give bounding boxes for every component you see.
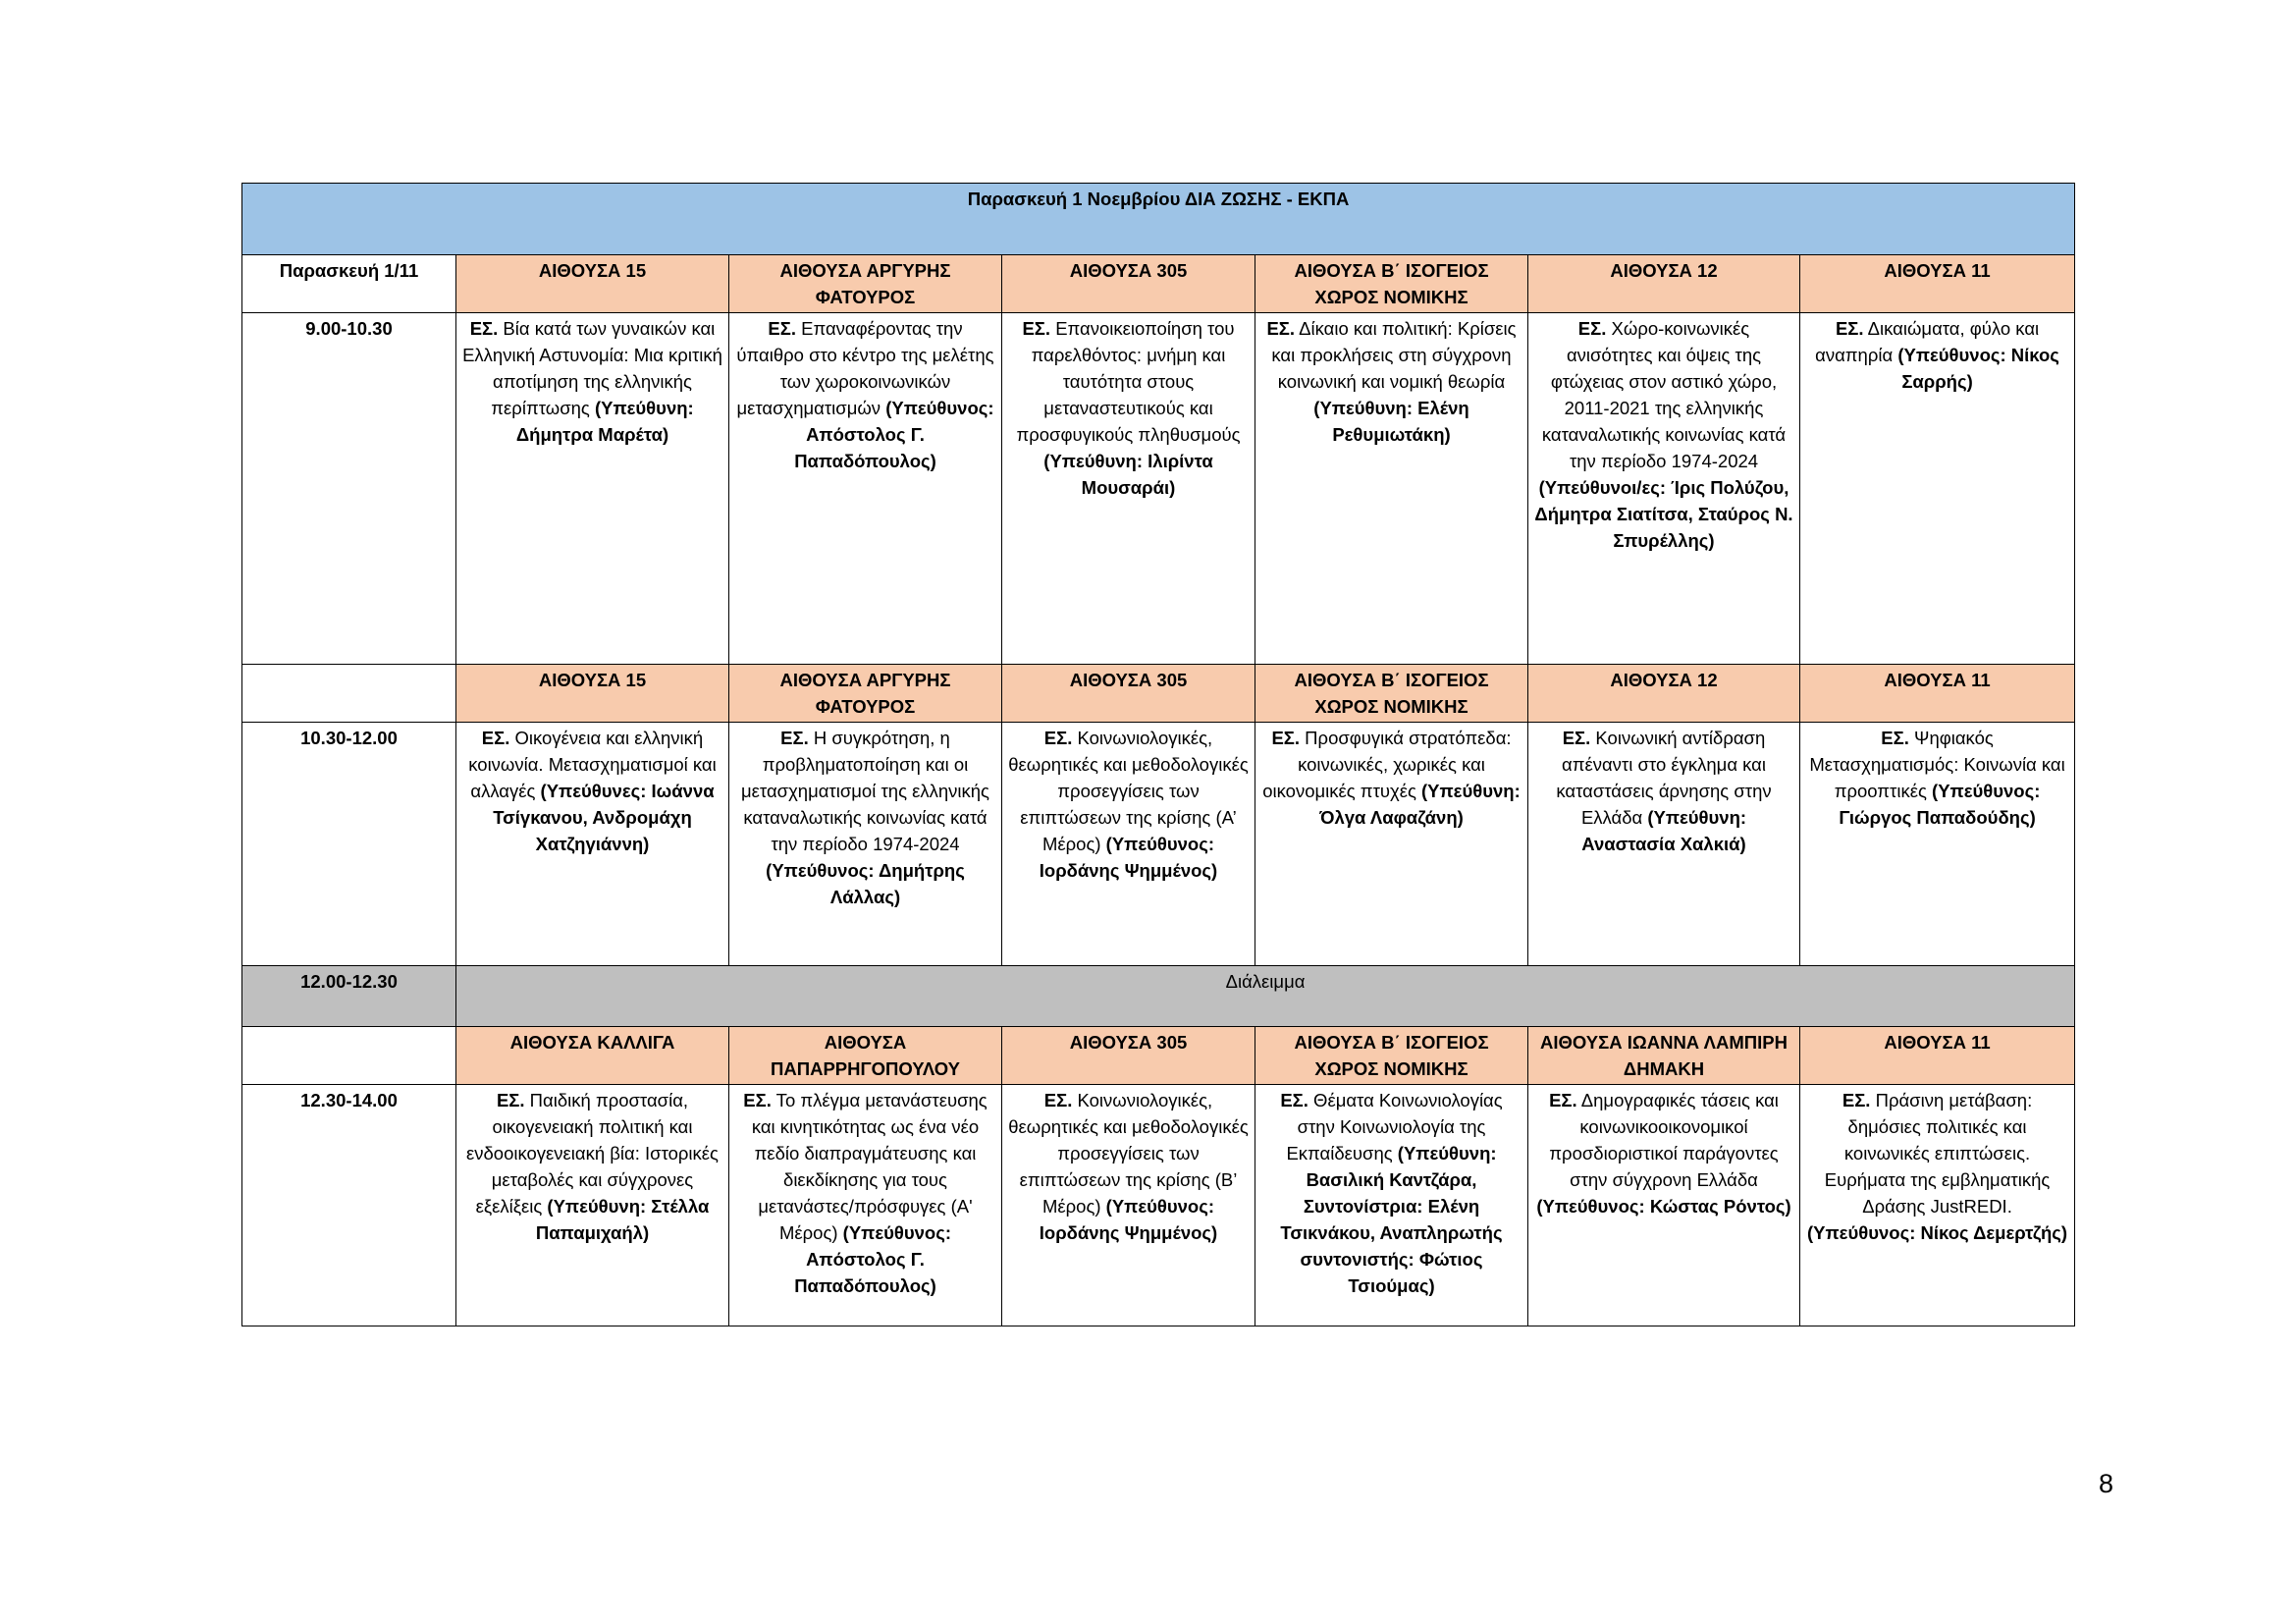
session-cell <box>1002 313 1255 665</box>
session-cell <box>1528 313 1800 665</box>
session-prefix: ΕΣ. <box>496 1090 525 1110</box>
session-prefix: ΕΣ. <box>1562 728 1591 748</box>
session-cell <box>1528 1085 1800 1326</box>
session-responsible: (Υπεύθυνος: Ιορδάνης Ψημμένος) <box>1039 1196 1218 1243</box>
room-header: ΑΙΘΟΥΣΑ ΠΑΠΑΡΡΗΓΟΠΟΥΛΟΥ <box>729 1027 1002 1085</box>
session-prefix: ΕΣ. <box>469 318 499 339</box>
session-title: Το πλέγμα μετανάστευσης και κινητικότητας ως ένα νέο πεδίο διαπραγμάτευσης και διεκδίκησης για τους μετανάστες/πρόσφυγες (Α' Μέρος) <box>751 1090 988 1243</box>
session-title: Βία κατά των γυναικών και Ελληνική Αστυνομία: Μια κριτική αποτίμηση της ελληνικής περίπτωσης <box>462 318 722 418</box>
session-title: Προσφυγικά στρατόπεδα: κοινωνικές, χωρικές και οικονομικές πτυχές <box>1262 728 1512 801</box>
break-time: 12.00-12.30 <box>242 966 456 1027</box>
session-cell <box>1255 313 1528 665</box>
session-cell <box>1255 1085 1528 1326</box>
session-cell <box>1002 1085 1255 1326</box>
room-header: ΑΙΘΟΥΣΑ 11 <box>1800 665 2075 723</box>
session-title: Χώρο-κοινωνικές ανισότητες και όψεις της φτώχειας στον αστικό χώρο, 2011-2021 της ελληνικής καταναλωτικής κοινωνίας κατά την περίοδο 1974-2024 <box>1541 318 1787 471</box>
session-responsible: (Υπεύθυνος: Απόστολος Γ. Παπαδόπουλος) <box>794 398 994 471</box>
room-header: ΑΙΘΟΥΣΑ 15 <box>456 255 729 313</box>
schedule-table <box>241 183 2075 1326</box>
session-responsible: (Υπεύθυνη: Στέλλα Παπαμιχαήλ) <box>535 1196 710 1243</box>
session-cell <box>456 313 729 665</box>
session-title: Θέματα Κοινωνιολογίας στην Κοινωνιολογία της Εκπαίδευσης <box>1286 1090 1503 1164</box>
session-cell <box>1528 723 1800 966</box>
session-prefix: ΕΣ. <box>1577 318 1607 339</box>
session-title: Πράσινη μετάβαση: δημόσιες πολιτικές και κοινωνικές επιπτώσεις. Ευρήματα της εμβληματικής Δράσης JustREDI. <box>1824 1090 2051 1217</box>
room-header: ΑΙΘΟΥΣΑ Β΄ ΙΣΟΓΕΙΟΣ ΧΩΡΟΣ ΝΟΜΙΚΗΣ <box>1255 1027 1528 1085</box>
session-prefix: ΕΣ. <box>1022 318 1051 339</box>
session-responsible: (Υπεύθυνες: Ιωάννα Τσίγκανου, Ανδρομάχη Χατζηγιάννη) <box>493 781 715 854</box>
session-responsible: (Υπεύθυνοι/ες: Ίρις Πολύζου, Δήμητρα Σιατίτσα, Σταύρος Ν. Σπυρέλλης) <box>1534 477 1793 551</box>
session-cell <box>456 1085 729 1326</box>
room-header: ΑΙΘΟΥΣΑ 12 <box>1528 255 1800 313</box>
session-title: Δίκαιο και πολιτική: Κρίσεις και προκλήσεις στη σύγχρονη κοινωνική και νομική θεωρία <box>1271 318 1517 392</box>
session-title: Ψηφιακός Μετασχηματισμός: Κοινωνία και προοπτικές <box>1809 728 2065 801</box>
session-cell <box>456 723 729 966</box>
page-number: 8 <box>2099 1469 2114 1498</box>
session-prefix: ΕΣ. <box>1280 1090 1308 1110</box>
room-header: ΑΙΘΟΥΣΑ 12 <box>1528 665 1800 723</box>
session-responsible: (Υπεύθυνος: Νίκος Δεμερτζής) <box>1807 1222 2068 1243</box>
session-cell <box>729 1085 1002 1326</box>
time-slot: 10.30-12.00 <box>242 723 456 966</box>
session-responsible: (Υπεύθυνη: Ελένη Ρεθυμιωτάκη) <box>1313 398 1469 445</box>
time-slot: 12.30-14.00 <box>242 1085 456 1326</box>
session-responsible: (Υπεύθυνος: Απόστολος Γ. Παπαδόπουλος) <box>794 1222 952 1296</box>
session-title: Δικαιώματα, φύλο και αναπηρία <box>1815 318 2040 365</box>
session-prefix: ΕΣ. <box>780 728 809 748</box>
session-prefix: ΕΣ. <box>1266 318 1296 339</box>
session-title: Κοινωνιολογικές, θεωρητικές και μεθοδολογικές προσεγγίσεις των επιπτώσεων της κρίσης (Α’ Μέρος) <box>1008 728 1249 854</box>
session-responsible: (Υπεύθυνη: Αναστασία Χαλκιά) <box>1581 807 1747 854</box>
room-header: ΑΙΘΟΥΣΑ ΚΑΛΛΙΓΑ <box>456 1027 729 1085</box>
session-prefix: ΕΣ. <box>1043 1090 1073 1110</box>
session-prefix: ΕΣ. <box>768 318 796 339</box>
session-cell <box>1255 723 1528 966</box>
session-prefix: ΕΣ. <box>1549 1090 1577 1110</box>
room-header: ΑΙΘΟΥΣΑ ΑΡΓΥΡΗΣ ΦΑΤΟΥΡΟΣ <box>729 665 1002 723</box>
session-responsible: (Υπεύθυνη: Βασιλική Καντζάρα, Συντονίστρια: Ελένη Τσικνάκου, Αναπληρωτής συντονιστής: Φώτιος Τσιούμας) <box>1280 1143 1503 1296</box>
session-cell <box>1800 723 2075 966</box>
session-responsible: (Υπεύθυνη: Όλγα Λαφαζάνη) <box>1319 781 1521 828</box>
time-slot: 9.00-10.30 <box>242 313 456 665</box>
session-cell <box>1800 1085 2075 1326</box>
session-title: Επαναφέροντας την ύπαιθρο στο κέντρο της μελέτης των χωροκοινωνικών μετασχηματισμών <box>736 318 994 418</box>
session-cell <box>729 723 1002 966</box>
day-label: Παρασκευή 1/11 <box>242 255 456 313</box>
session-title: Επανοικειοποίηση του παρελθόντος: μνήμη και ταυτότητα στους μεταναστευτικούς και προσφυγικούς πληθυσμούς <box>1016 318 1241 445</box>
empty-cell <box>242 665 456 723</box>
session-title: Κοινωνική αντίδραση απέναντι στο έγκλημα και καταστάσεις άρνησης στην Ελλάδα <box>1556 728 1772 828</box>
session-prefix: ΕΣ. <box>1271 728 1301 748</box>
session-title: Οικογένεια και ελληνική κοινωνία. Μετασχηματισμοί και αλλαγές <box>468 728 717 801</box>
session-prefix: ΕΣ. <box>743 1090 772 1110</box>
room-header: ΑΙΘΟΥΣΑ 15 <box>456 665 729 723</box>
room-header: ΑΙΘΟΥΣΑ 305 <box>1002 1027 1255 1085</box>
room-header: ΑΙΘΟΥΣΑ Β΄ ΙΣΟΓΕΙΟΣ ΧΩΡΟΣ ΝΟΜΙΚΗΣ <box>1255 665 1528 723</box>
session-responsible: (Υπεύθυνος: Κώστας Ρόντος) <box>1536 1196 1791 1217</box>
session-cell <box>729 313 1002 665</box>
page-title: Παρασκευή 1 Νοεμβρίου ΔΙΑ ΖΩΣΗΣ - ΕΚΠΑ <box>242 184 2075 255</box>
session-responsible: (Υπεύθυνος: Δημήτρης Λάλλας) <box>766 860 965 907</box>
break-label: Διάλειμμα <box>456 966 2075 1027</box>
room-header: ΑΙΘΟΥΣΑ 305 <box>1002 665 1255 723</box>
session-title: Παιδική προστασία, οικογενειακή πολιτική και ενδοοικογενειακή βία: Ιστορικές μεταβολές και σύγχρονες εξελίξεις <box>466 1090 719 1217</box>
session-prefix: ΕΣ. <box>1835 318 1864 339</box>
session-title: Η συγκρότηση, η προβληματοποίηση και οι μετασχηματισμοί της ελληνικής καταναλωτικής κοινωνίας κατά την περίοδο 1974-2024 <box>741 728 989 854</box>
session-responsible: (Υπεύθυνος: Ιορδάνης Ψημμένος) <box>1039 834 1218 881</box>
room-header: ΑΙΘΟΥΣΑ 11 <box>1800 255 2075 313</box>
session-prefix: ΕΣ. <box>1842 1090 1871 1110</box>
session-title: Δημογραφικές τάσεις και κοινωνικοοικονομικοί προσδιοριστικοί παράγοντες στην σύγχρονη Ελλάδα <box>1549 1090 1779 1190</box>
session-responsible: (Υπεύθυνος: Νίκος Σαρρής) <box>1897 345 2059 392</box>
room-header: ΑΙΘΟΥΣΑ ΙΩΑΝΝΑ ΛΑΜΠΙΡΗ ΔΗΜΑΚΗ <box>1528 1027 1800 1085</box>
session-prefix: ΕΣ. <box>481 728 510 748</box>
session-title: Κοινωνιολογικές, θεωρητικές και μεθοδολογικές προσεγγίσεις των επιπτώσεων της κρίσης (Β’ Μέρος) <box>1008 1090 1249 1217</box>
session-responsible: (Υπεύθυνη: Δήμητρα Μαρέτα) <box>515 398 694 445</box>
room-header: ΑΙΘΟΥΣΑ Β΄ ΙΣΟΓΕΙΟΣ ΧΩΡΟΣ ΝΟΜΙΚΗΣ <box>1255 255 1528 313</box>
session-responsible: (Υπεύθυνη: Ιλιρίντα Μουσαράι) <box>1043 451 1213 498</box>
session-responsible: (Υπεύθυνος: Γιώργος Παπαδούδης) <box>1839 781 2041 828</box>
empty-cell <box>242 1027 456 1085</box>
room-header: ΑΙΘΟΥΣΑ ΑΡΓΥΡΗΣ ΦΑΤΟΥΡΟΣ <box>729 255 1002 313</box>
session-prefix: ΕΣ. <box>1881 728 1909 748</box>
session-prefix: ΕΣ. <box>1043 728 1073 748</box>
session-cell <box>1002 723 1255 966</box>
room-header: ΑΙΘΟΥΣΑ 305 <box>1002 255 1255 313</box>
session-cell <box>1800 313 2075 665</box>
room-header: ΑΙΘΟΥΣΑ 11 <box>1800 1027 2075 1085</box>
